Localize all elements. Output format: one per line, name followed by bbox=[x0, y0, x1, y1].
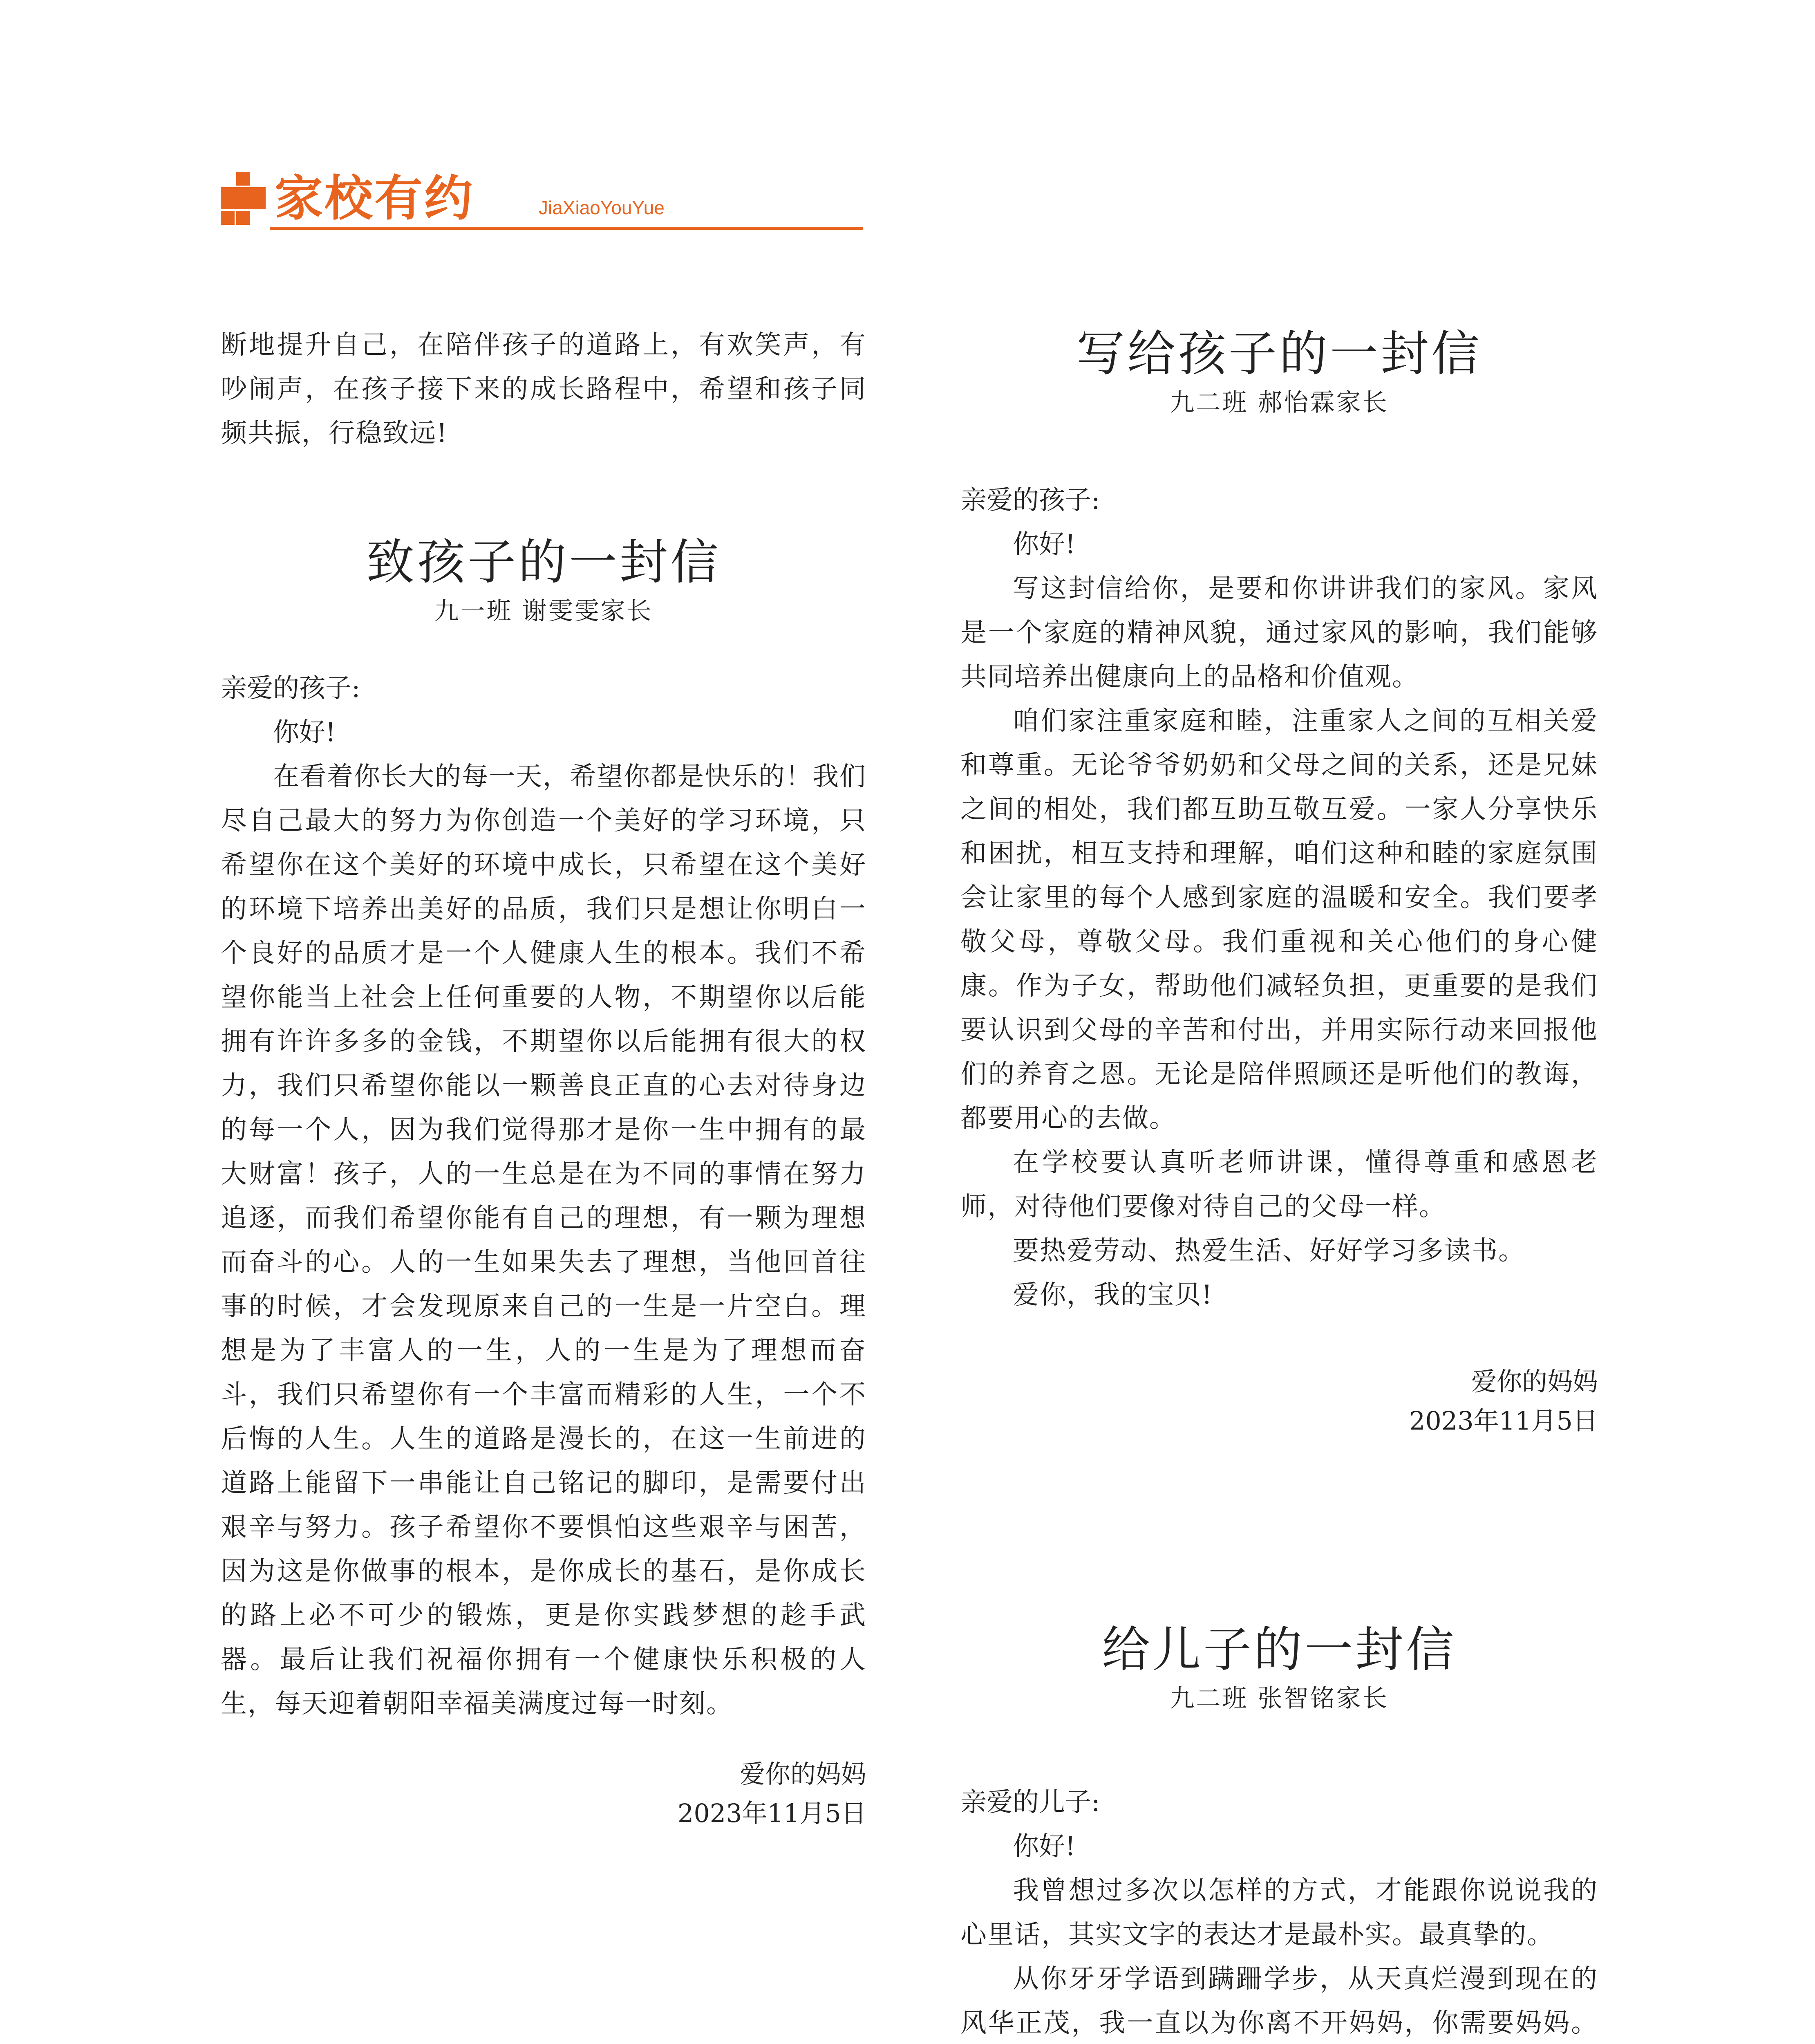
letter-greeting: 你好! bbox=[1013, 1831, 1076, 1862]
letter-right-1-body bbox=[960, 478, 1598, 1441]
letter-paragraph: 从你牙牙学语到蹒跚学步，从天真烂漫到现在的风华正茂，我一直以为你离不开妈妈，你需要妈妈。 bbox=[960, 1964, 1598, 2038]
left-column bbox=[221, 323, 866, 455]
letter-paragraph: 咱们家注重家庭和睦，注重家人之间的互相关爱和尊重。无论爷爷奶奶和父母之间的关系，还是兄妹之间的相处，我们都互助互敬互爱。一家人分享快乐和困扰，相互支持和理解，咱们这种和睦的家庭氛围会让家里的每个人感到家庭的温暖和安全。我们要孝敬父母，尊敬父母。我们重视和关心他们的身心健康。作为子女，帮助他们减轻负担，更重要的是我们要认识到父母的辛苦和付出，并用实际行动来回报他们的养育之恩。无论是陪伴照顾还是听他们的教诲，都要用心的去做。 bbox=[960, 706, 1598, 1134]
letter-right-2-body bbox=[960, 1780, 1598, 2044]
header-rule bbox=[270, 227, 863, 230]
letter-title: 给儿子的一封信 bbox=[1101, 1621, 1457, 1678]
letter-paragraph: 我曾想过多次以怎样的方式，才能跟你说说我的心里话，其实文字的表达才是最朴实。最真挚的。 bbox=[960, 1876, 1598, 1950]
section-title: 家校有约 bbox=[275, 170, 474, 226]
letter-date: 2023年11月5日 bbox=[1409, 1406, 1598, 1436]
letter-greeting: 你好! bbox=[1013, 529, 1076, 560]
letter-date: 2023年11月5日 bbox=[677, 1798, 866, 1828]
section-subtitle: JiaXiaoYouYue bbox=[539, 197, 665, 218]
letter-salutation: 亲爱的儿子: bbox=[960, 1787, 1100, 1818]
letter-right-2 bbox=[960, 1619, 1598, 1717]
letter-byline: 九二班 张智铭家长 bbox=[1170, 1684, 1389, 1713]
letter-paragraph: 在学校要认真听老师讲课，懂得尊重和感恩老师，对待他们要像对待自己的父母一样。 bbox=[960, 1148, 1598, 1222]
letter-paragraph: 爱你，我的宝贝! bbox=[1013, 1280, 1213, 1310]
section-logo-mark bbox=[221, 172, 266, 225]
letter-salutation: 亲爱的孩子: bbox=[960, 485, 1100, 515]
letter-sign-off: 爱你的妈妈 bbox=[739, 1759, 866, 1789]
letter-byline: 九一班 谢雯雯家长 bbox=[434, 597, 653, 625]
letter-right-1 bbox=[960, 323, 1598, 421]
letter-paragraph: 要热爱劳动、热爱生活、好好学习多读书。 bbox=[1013, 1236, 1525, 1266]
letter-greeting: 你好! bbox=[273, 717, 336, 748]
autumn-squirrel-illustration bbox=[221, 2038, 871, 2044]
letter-sign-off: 爱你的妈妈 bbox=[1471, 1367, 1598, 1396]
letter-salutation: 亲爱的孩子: bbox=[221, 673, 360, 704]
letter-body: 在看着你长大的每一天，希望你都是快乐的！我们尽自己最大的努力为你创造一个美好的学习环境，只希望你在这个美好的环境中成长，只希望在这个美好的环境下培养出美好的品质，我们只是想让你明白一个良好的品质才是一个人健康人生的根本。我们不希望你能当上社会上任何重要的人物，不期望你以后能拥有许许多多的金钱，不期望你以后能拥有很大的权力，我们只希望你能以一颗善良正直的心去对待身边的每一个人，因为我们觉得那才是你一生中拥有的最大财富！孩子，人的一生总是在为不同的事情在努力追逐，而我们希望你能有自己的理想，有一颗为理想而奋斗的心。人的一生如果失去了理想，当他回首往事的时候，才会发现原来自己的一生是一片空白。理想是为了丰富人的一生，人的一生是为了理想而奋斗，我们只希望你有一个丰富而精彩的人生，一个不后悔的人生。人生的道路是漫长的，在这一生前进的道路上能留下一串能让自己铭记的脚印，是需要付出艰辛与努力。孩子希望你不要惧怕这些艰辛与困苦，因为这是你做事的根本，是你成长的基石，是你成长的路上必不可少的锻炼，更是你实践梦想的趁手武器。最后让我们祝福你拥有一个健康快乐积极的人生，每天迎着朝阳幸福美满度过每一时刻。 bbox=[221, 762, 866, 1719]
letter-title: 写给孩子的一封信 bbox=[1076, 325, 1482, 382]
continued-paragraph: 断地提升自己，在陪伴孩子的道路上，有欢笑声，有吵闹声，在孩子接下来的成长路程中，希望和孩子同频共振，行稳致远! bbox=[221, 330, 866, 448]
letter-paragraph: 写这封信给你，是要和你讲讲我们的家风。家风是一个家庭的精神风貌，通过家风的影响，我们能够共同培养出健康向上的品格和价值观。 bbox=[960, 574, 1598, 692]
letter-byline: 九二班 郝怡霖家长 bbox=[1170, 388, 1389, 417]
letter-left-body bbox=[221, 666, 866, 1833]
letter-left bbox=[221, 531, 866, 630]
letter-title: 致孩子的一封信 bbox=[366, 534, 721, 590]
